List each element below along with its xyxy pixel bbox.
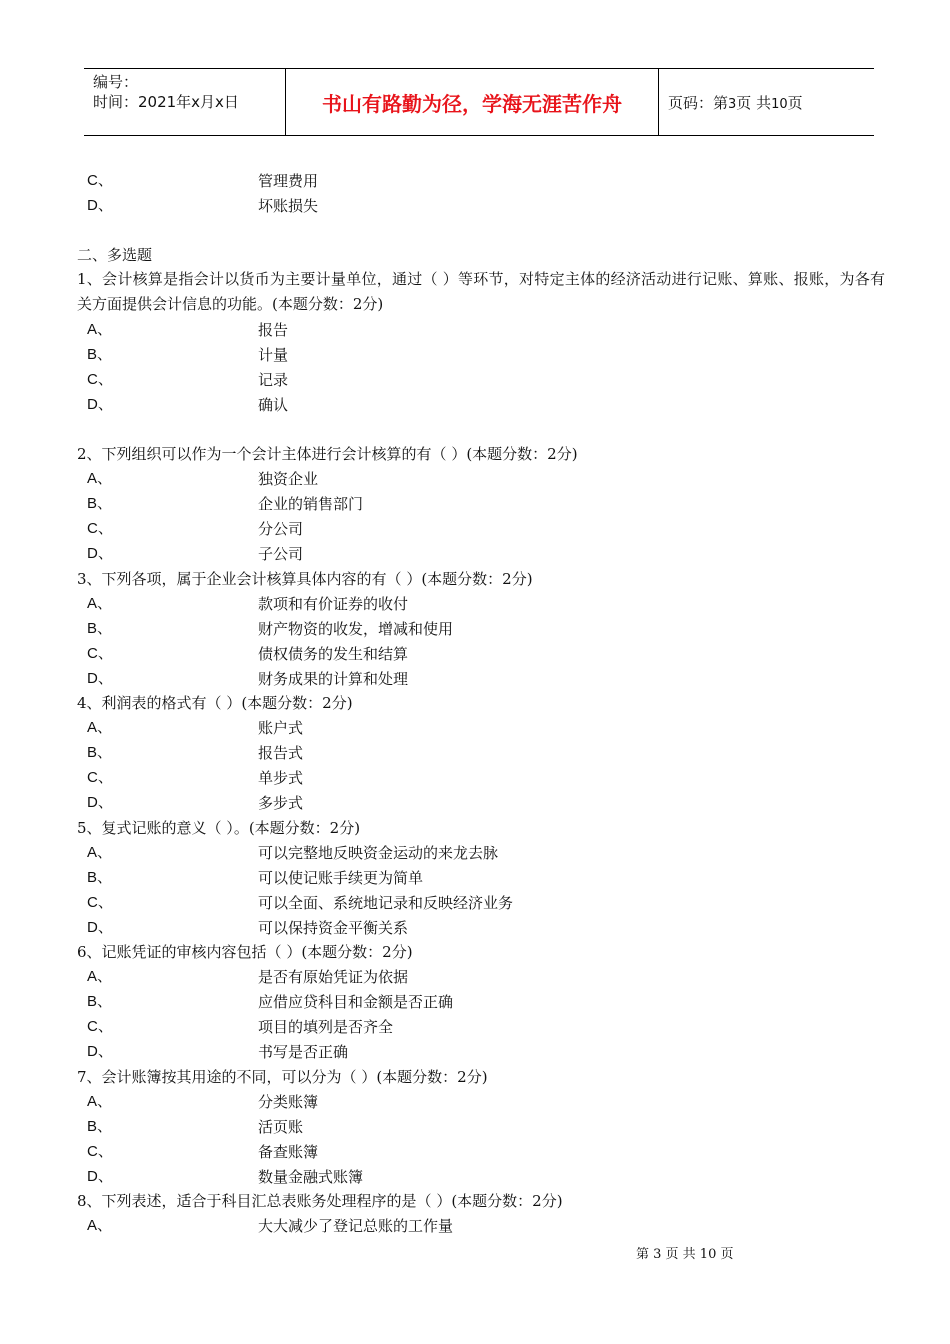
option-letter: D、: [87, 919, 113, 936]
option-letter: B、: [87, 495, 113, 512]
question-text: 6、记账凭证的审核内容包括（ ）(本题分数：2分): [77, 943, 413, 961]
option-letter: D、: [87, 1168, 113, 1185]
option-text: 独资企业: [258, 470, 319, 488]
option-letter: A、: [87, 1217, 113, 1234]
option-text: 分类账簿: [258, 1093, 319, 1111]
question-text: 4、利润表的格式有（ ）(本题分数：2分): [77, 694, 353, 712]
option-letter: D、: [87, 197, 113, 214]
option-text: 记录: [258, 371, 289, 389]
question-text: 8、下列表述，适合于科目汇总表账务处理程序的是（ ）(本题分数：2分): [77, 1192, 563, 1210]
option-text: 应借应贷科目和金额是否正确: [258, 993, 454, 1011]
option-text: 报告式: [258, 744, 304, 762]
question-text: 7、会计账簿按其用途的不同，可以分为（ ）(本题分数：2分): [77, 1068, 488, 1086]
option-text: 计量: [258, 346, 289, 364]
option-letter: B、: [87, 620, 113, 637]
option-letter: A、: [87, 1093, 113, 1110]
page-current: 3: [728, 97, 737, 112]
option-letter: C、: [87, 894, 113, 911]
option-text: 财产物资的收发，增减和使用: [258, 620, 454, 638]
question-text: 3、下列各项，属于企业会计核算具体内容的有（ ）(本题分数：2分): [77, 570, 533, 588]
option-letter: B、: [87, 869, 113, 886]
option-text: 大大减少了登记总账的工作量: [258, 1217, 454, 1235]
option-letter: A、: [87, 968, 113, 985]
option-text: 确认: [258, 396, 289, 414]
option-letter: A、: [87, 844, 113, 861]
option-letter: C、: [87, 520, 113, 537]
option-text: 管理费用: [258, 172, 319, 190]
header-motto: 书山有路勤为径，学海无涯苦作舟: [322, 92, 622, 116]
option-letter: D、: [87, 794, 113, 811]
option-text: 账户式: [258, 719, 304, 737]
option-text: 子公司: [258, 545, 304, 563]
option-text: 企业的销售部门: [258, 495, 364, 513]
option-letter: C、: [87, 371, 113, 388]
option-letter: C、: [87, 1143, 113, 1160]
option-letter: B、: [87, 1118, 113, 1135]
page-footer: 第 3 页 共 10 页: [636, 1247, 734, 1262]
page-header: [84, 68, 874, 136]
option-text: 可以使记账手续更为简单: [258, 869, 424, 887]
option-letter: B、: [87, 744, 113, 761]
option-letter: B、: [87, 993, 113, 1010]
option-text: 可以保持资金平衡关系: [258, 919, 409, 937]
option-text: 单步式: [258, 769, 304, 787]
question-text: 2、下列组织可以作为一个会计主体进行会计核算的有（ ）(本题分数：2分): [77, 445, 578, 463]
option-letter: C、: [87, 172, 113, 189]
option-letter: A、: [87, 595, 113, 612]
option-letter: C、: [87, 769, 113, 786]
question-text: 5、复式记账的意义（ ）。(本题分数：2分): [77, 819, 361, 837]
option-letter: D、: [87, 1043, 113, 1060]
option-letter: C、: [87, 1018, 113, 1035]
option-text: 是否有原始凭证为依据: [258, 968, 409, 986]
option-text: 书写是否正确: [258, 1043, 349, 1061]
option-text: 财务成果的计算和处理: [258, 670, 409, 688]
header-meta: [84, 69, 286, 135]
serial-label: 编号：: [93, 73, 139, 91]
option-letter: D、: [87, 545, 113, 562]
option-text: 分公司: [258, 520, 304, 538]
option-text: 数量金融式账簿: [258, 1168, 364, 1186]
page-number-label: [668, 93, 803, 115]
option-text: 债权债务的发生和结算: [258, 645, 409, 663]
option-text: 坏账损失: [258, 197, 319, 215]
option-text: 报告: [258, 321, 289, 339]
page-prefix: 页码：第: [668, 94, 729, 112]
option-text: 可以全面、系统地记录和反映经济业务: [258, 894, 514, 912]
option-letter: D、: [87, 396, 113, 413]
option-text: 备查账簿: [258, 1143, 319, 1161]
option-text: 活页账: [258, 1118, 304, 1136]
page-total: 10: [771, 97, 788, 112]
header-motto-cell: [286, 69, 659, 135]
option-letter: A、: [87, 719, 113, 736]
section-title: 二、多选题: [77, 246, 153, 264]
header-page-info: [659, 69, 874, 135]
option-letter: A、: [87, 321, 113, 338]
option-letter: C、: [87, 645, 113, 662]
option-letter: D、: [87, 670, 113, 687]
page-suffix: 页: [787, 94, 803, 112]
option-letter: A、: [87, 470, 113, 487]
option-text: 项目的填列是否齐全: [258, 1018, 394, 1036]
option-letter: B、: [87, 346, 113, 363]
time-label: 时间：2021年x月x日: [93, 93, 239, 111]
question-text: 1、会计核算是指会计以货币为主要计量单位，通过（ ）等环节，对特定主体的经济活动进行记账、算账、报账，为各有关方面提供会计信息的功能。(本题分数：2分): [77, 270, 885, 313]
option-text: 款项和有价证券的收付: [258, 595, 409, 613]
option-text: 多步式: [258, 794, 304, 812]
option-text: 可以完整地反映资金运动的来龙去脉: [258, 844, 499, 862]
page-mid: 页 共: [736, 94, 772, 112]
